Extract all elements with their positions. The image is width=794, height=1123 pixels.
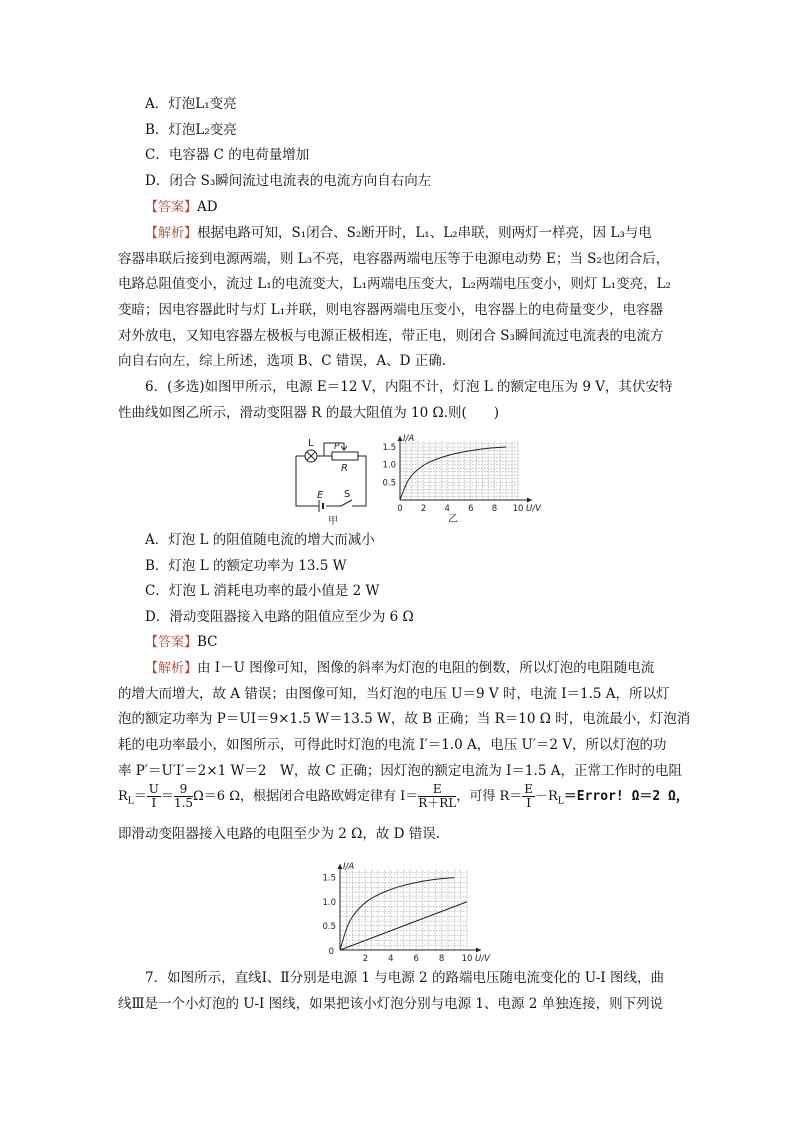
x-axis-arrow	[476, 948, 481, 953]
frac-num: E	[418, 783, 456, 797]
answer-tag: 【答案】	[145, 200, 198, 215]
formula-eq1: ＝	[133, 789, 147, 804]
iu-graph-yi	[378, 432, 541, 530]
q6-option-d: D．滑动变阻器接入电路的阻值应至少为 6 Ω	[145, 609, 414, 625]
fraction-e-over-r	[418, 783, 456, 810]
q6-stem-line-1: 6．(多选)如图甲所示，电源 E＝12 V，内阻不计，灯泡 L 的额定电压为 9 V，其伏安特	[145, 379, 673, 395]
switch-symbol	[341, 500, 352, 506]
q6-option-c: C．灯泡 L 消耗电功率的最小值是 2 W	[145, 583, 380, 599]
frac-den: 1.5	[173, 796, 194, 810]
analysis-tag: 【解析】	[145, 226, 198, 241]
analysis-tag: 【解析】	[145, 661, 198, 676]
x-tick-label: 0	[397, 504, 403, 514]
fraction-u-over-i	[147, 783, 161, 810]
y-tick-label: 0.5	[382, 478, 396, 489]
y-tick-label: 1.5	[322, 873, 336, 884]
resistor-label: R	[341, 463, 348, 474]
q5-option-a: A．灯泡L₁变亮	[145, 96, 237, 112]
formula-tail-sub: L	[557, 796, 564, 807]
formula-r: R	[118, 789, 128, 804]
q6-analysis-line-5: 率 P′＝U′I′＝2×1 W＝2 W，故 C 正确；因灯泡的额定电流为 I＝1.5 A，正常工作时的电阻	[118, 763, 682, 779]
q5-analysis-line-5: 对外放电，又知电容器左极板与电源正极相连，带正电，则闭合 S₃瞬间流过电流表的电流方	[118, 328, 664, 344]
fraction-e-over-i	[522, 783, 535, 810]
analysis-text: 由 I－U 图像可知，图像的斜率为灯泡的电阻的倒数，所以灯泡的电阻随电流	[197, 660, 655, 676]
q6-option-a: A．灯泡 L 的阻值随电流的增大而减小	[145, 532, 375, 548]
x-axis-label: U/V	[526, 504, 541, 514]
x-tick-label: 2	[362, 954, 369, 964]
rheostat-symbol	[332, 452, 358, 460]
x-tick-label: 2	[420, 504, 427, 514]
x-tick-label: 10	[512, 504, 524, 514]
formula-tail: －R	[535, 789, 558, 804]
x-axis-arrow	[527, 498, 532, 503]
answer-tag: 【答案】	[145, 635, 198, 650]
frac-num: U	[148, 782, 159, 796]
q7-stem-line-1: 7．如图所示，直线Ⅰ、Ⅱ分别是电源 1 与电源 2 的路端电压随电流变化的 U-I 图线，曲	[145, 970, 665, 986]
slider-label: P	[334, 442, 340, 452]
frac-num: E	[524, 782, 533, 796]
y-tick-label: 1.0	[322, 897, 336, 908]
x-tick-label: 10	[461, 954, 473, 964]
x-tick-label: 6	[468, 504, 474, 514]
y-tick-label: 0.5	[322, 921, 336, 932]
x-tick-label: 8	[438, 954, 445, 964]
q5-analysis-line-6: 向自右向左，综上所述，选项 B、C 错误，A、D 正确.	[118, 353, 446, 369]
x-tick-label: 4	[388, 954, 394, 964]
switch-label: S	[344, 489, 351, 500]
q5-analysis-line-2: 容器串联后接到电源两端，则 L₃不亮，电容器两端电压等于电源电动势 E；当 S₂也闭合后，	[118, 251, 670, 267]
formula-mid: Ω＝6 Ω，根据闭合电路欧姆定律有 I＝	[193, 789, 419, 804]
fraction-9-over-1-5	[174, 783, 193, 810]
q5-option-b: B．灯泡L₂变亮	[145, 122, 237, 138]
q5-option-c: C．电容器 C 的电荷量增加	[145, 147, 310, 163]
x-tick-label: 8	[491, 504, 498, 514]
circuit-diagram	[286, 436, 376, 528]
formula-r-sub: L	[127, 796, 134, 807]
graph-caption: 乙	[448, 514, 459, 525]
formula-error: ＝Error! Ω＝2 Ω，	[563, 789, 689, 804]
x-axis-label: U/V	[475, 954, 490, 964]
q6-option-b: B．灯泡 L 的额定功率为 13.5 W	[145, 558, 347, 574]
q5-answer	[145, 197, 218, 218]
q6-stem-line-2: 性曲线如图乙所示，滑动变阻器 R 的最大阻值为 10 Ω.则( )	[118, 405, 500, 421]
answer-value: BC	[197, 634, 218, 650]
circuit-caption: 甲	[328, 516, 338, 527]
formula-eq2: ＝	[160, 789, 174, 804]
origin-label: 0	[328, 947, 334, 957]
y-axis-arrow	[398, 436, 403, 441]
y-axis-arrow	[338, 864, 343, 869]
q5-analysis-line-1	[145, 223, 652, 244]
frac-den: R＋RL	[418, 796, 457, 810]
frac-num: 9	[174, 783, 193, 797]
q6-answer	[145, 632, 218, 653]
q6-analysis-line-4: 耗的电功率最小，如图所示，可得此时灯泡的电流 I′＝1.0 A，电压 U′＝2 V，所以灯泡的功	[118, 737, 667, 753]
y-tick-label: 1.0	[382, 460, 396, 471]
x-tick-label: 4	[444, 504, 450, 514]
q6-formula-line	[118, 782, 689, 812]
frac-den: I	[526, 796, 531, 810]
q6-analysis-line-2: 的增大而增大，故 A 错误；由图像可知，当灯泡的电压 U＝9 V 时，电流 I＝1.5 A，所以灯	[118, 686, 670, 702]
q6-analysis-line-1	[145, 658, 654, 679]
source-label: E	[317, 490, 324, 501]
iu-graph-load-line	[316, 852, 516, 964]
lamp-label: L	[308, 438, 314, 449]
y-axis-label: I/A	[343, 862, 355, 872]
x-tick-label: 6	[413, 954, 419, 964]
q7-stem-line-2: 线Ⅲ是一个小灯泡的 U-I 图线，如果把该小灯泡分别与电源 1、电源 2 单独连接，则下列说	[118, 996, 664, 1012]
frac-den: I	[151, 796, 157, 810]
q6-analysis-line-3: 泡的额定功率为 P＝UI＝9×1.5 W＝13.5 W，故 B 正确；当 R＝10 Ω 时，电流最小，灯泡消	[118, 711, 691, 727]
q5-analysis-line-4: 变暗；因电容器此时与灯 L₁并联，则电容器两端电压变小，电容器上的电荷量变少，电容器	[118, 302, 664, 318]
answer-value: AD	[197, 199, 218, 215]
y-tick-label: 1.5	[382, 443, 396, 454]
q5-option-d: D．闭合 S₃瞬间流过电流表的电流方向自右向左	[145, 173, 432, 189]
analysis-text: 根据电路可知，S₁闭合、S₂断开时，L₁、L₂串联，则两灯一样亮，因 L₃与电	[197, 225, 652, 241]
y-axis-label: I/A	[403, 434, 415, 444]
q6-last-line: 即滑动变阻器接入电路的电阻至少为 2 Ω，故 D 错误.	[118, 826, 441, 842]
q5-analysis-line-3: 电路总阻值变小，流过 L₁的电流变大，L₁两端电压变大，L₂两端电压变小，则灯 L₁变亮，L₂	[118, 276, 671, 292]
formula-mid2: ，可得 R＝	[456, 789, 523, 804]
